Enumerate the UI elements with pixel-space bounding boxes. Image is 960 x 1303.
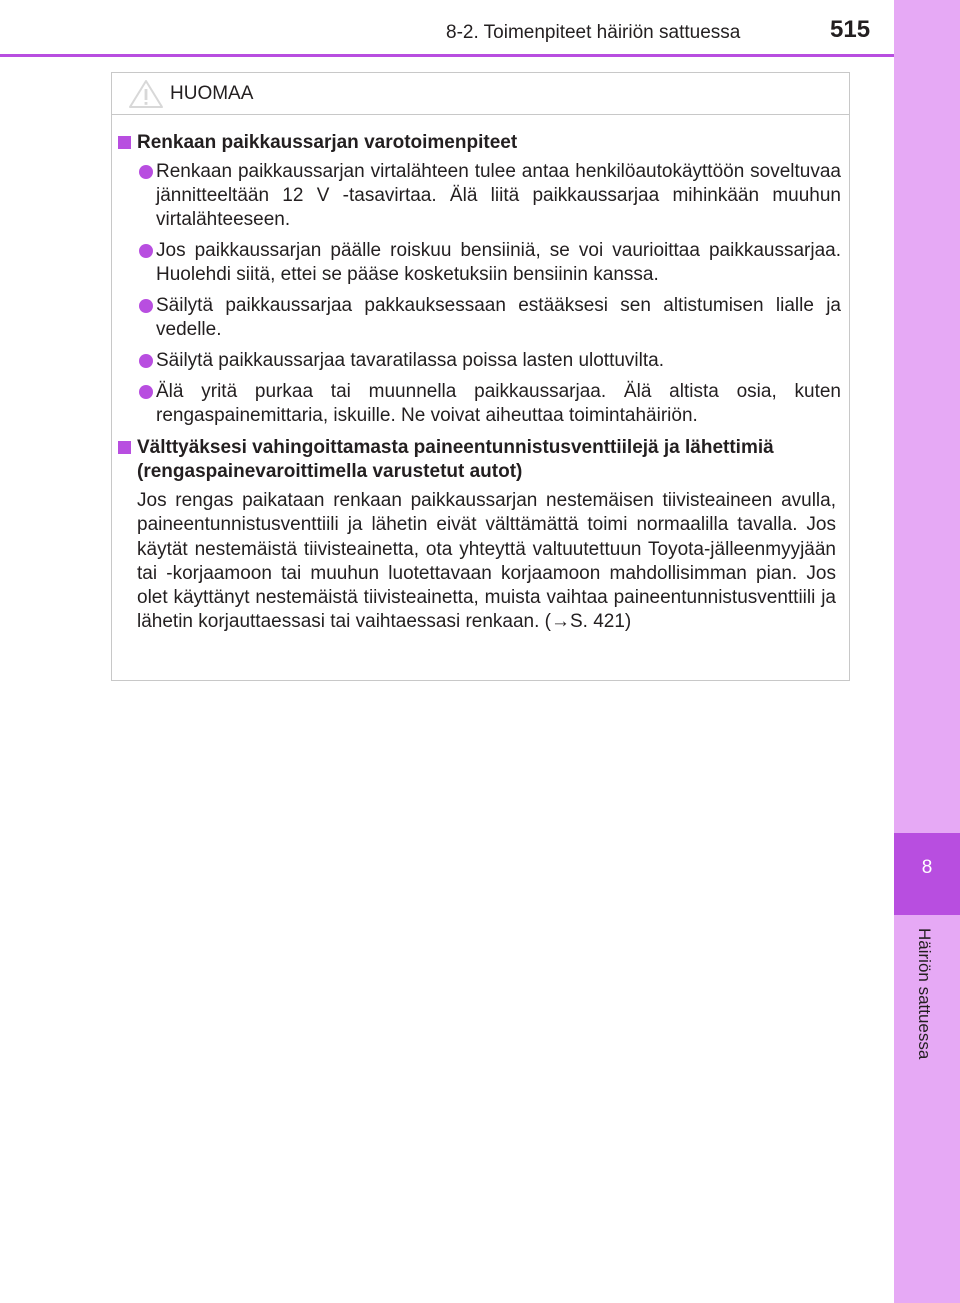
- side-bar: [894, 0, 960, 1303]
- section-heading-text: Välttyäksesi vahingoittamasta paineentunnistusventtiilejä ja lähettimiä (rengaspainevaroittimella varustetut autot): [137, 437, 774, 482]
- circle-bullet-icon: [139, 385, 153, 399]
- list-item-text: Jos paikkaussarjan päälle roiskuu bensiiniä, se voi vaurioittaa paikkaussarjaa. Huolehdi siitä, ettei se pääse kosketuksiin bensiinin kanssa.: [156, 240, 841, 285]
- circle-bullet-icon: [139, 299, 153, 313]
- warning-triangle-icon: [128, 79, 164, 114]
- chapter-number: 8: [921, 857, 933, 878]
- section-paragraph: Jos rengas paikataan renkaan paikkaussarjan nestemäisen tiivisteaineen avulla, paineentunnistusventtiili ja lähetin eivät välttämättä toimi normaalilla tavalla. Jos käytät nestemäistä tiivisteainetta, ota yhteyttä valtuutettuun Toyota-jälleenmyyjään tai -korjaamoon tai muuhun luotettavaan korjaamoon mahdollisimman pian. Jos olet käyttänyt nestemäistä tiivisteainetta, muista vaihtaa paineentunnistusventtiili ja lähetin korjauttaessasi tai vaihtaessasi renkaan. (→S. 421): [137, 490, 836, 633]
- circle-bullet-icon: [139, 354, 153, 368]
- square-bullet-icon: [118, 441, 131, 454]
- notice-title: HUOMAA: [170, 83, 254, 104]
- circle-bullet-icon: [139, 165, 153, 179]
- list-item-text: Säilytä paikkaussarjaa tavaratilassa poissa lasten ulottuvilta.: [156, 350, 664, 371]
- header-rule: [0, 54, 894, 57]
- page-number: 515: [830, 16, 871, 43]
- chapter-tab[interactable]: [894, 833, 960, 915]
- notice-header: [112, 73, 849, 115]
- list-item-text: Säilytä paikkaussarjaa pakkauksessaan estääksesi sen altistumisen lialle ja vedelle.: [156, 295, 841, 340]
- header-title: 8-2. Toimenpiteet häiriön sattuessa: [446, 22, 741, 43]
- circle-bullet-icon: [139, 244, 153, 258]
- list-item-text: Älä yritä purkaa tai muunnella paikkaussarjaa. Älä altista osia, kuten rengaspainemittaria, iskuille. Ne voivat aiheuttaa toimintahäiriön.: [156, 381, 841, 426]
- notice-box: [111, 72, 850, 681]
- section-heading-text: Renkaan paikkaussarjan varotoimenpiteet: [137, 132, 518, 153]
- square-bullet-icon: [118, 136, 131, 149]
- list-item-text: Renkaan paikkaussarjan virtalähteen tulee antaa henkilöautokäyttöön soveltuvaa jännitteeltään 12 V -tasavirtaa. Älä liitä paikkaussarjaa mihinkään muuhun virtalähteeseen.: [156, 161, 841, 230]
- chapter-label: Häiriön sattuessa: [915, 928, 934, 1060]
